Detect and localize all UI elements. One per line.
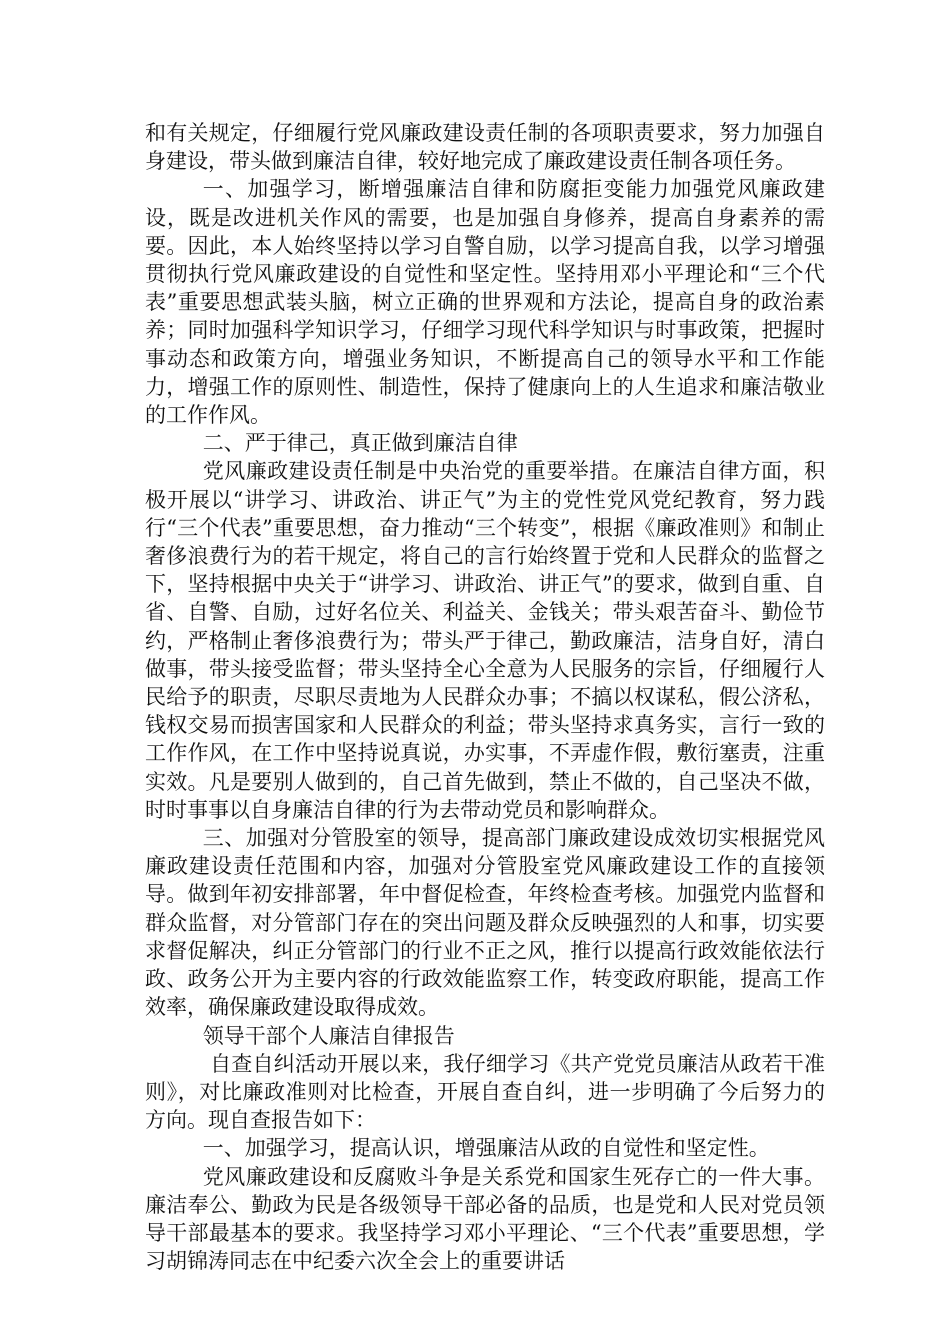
paragraph-section-1-study: 一、加强学习，断增强廉洁自律和防腐拒变能力加强党风廉政建设，既是改进机关作风的需要，也是加强自身修养，提高自身素养的需要。因此，本人始终坚持以学习自警自励，以学习提高自我，以学习增强贯彻执行党风廉政建设的自觉性和坚定性。坚持用邓小平理论和“三个代表”重要思想武装头脑，树立正确的世界观和方法论，提高自身的政治素养；同时加强科学知识学习，仔细学习现代科学知识与时事政策，把握时事动态和政策方向，增强业务知识，不断提高自己的领导水平和工作能力，增强工作的原则性、制造性，保持了健康向上的人生追求和廉洁敬业的工作作风。 <box>145 177 825 428</box>
document-page <box>145 119 825 1275</box>
paragraph-section-3-leadership: 三、加强对分管股室的领导，提高部门廉政建设成效切实根据党风廉政建设责任范围和内容，加强对分管股室党风廉政建设工作的直接领导。做到年初安排部署，年中督促检查，年终检查考核。加强党内监督和群众监督，对分管部门存在的突出问题及群众反映强烈的人和事，切实要求督促解决，纠正分管部门的行业不正之风，推行以提高行政效能依法行政、政务公开为主要内容的行政效能监察工作，转变政府职能，提高工作效率，确保廉政建设取得成效。 <box>145 826 825 1020</box>
paragraph-report-section-1-heading: 一、加强学习，提高认识，增强廉洁从政的自觉性和坚定性。 <box>202 1136 770 1161</box>
paragraph-report-section-1-body: 党风廉政建设和反腐败斗争是关系党和国家生死存亡的一件大事。廉洁奉公、勤政为民是各级领导干部必备的品质，也是党和人民对党员领导干部最基本的要求。我坚持学习邓小平理论、“三个代表”重要思想，学习胡锦涛同志在中纪委六次全会上的重要讲话 <box>145 1164 825 1274</box>
paragraph-intro: 和有关规定，仔细履行党风廉政建设责任制的各项职责要求，努力加强自身建设，带头做到廉洁自律，较好地完成了廉政建设责任制各项任务。 <box>145 121 825 174</box>
report-title: 领导干部个人廉洁自律报告 <box>202 1023 455 1048</box>
paragraph-section-2-heading: 二、严于律己，真正做到廉洁自律 <box>202 431 518 456</box>
paragraph-report-intro: 自查自纠活动开展以来，我仔细学习《共产党党员廉洁从政若干准则》，对比廉政准则对比检查，开展自查自纠，进一步明确了今后努力的方向。现自查报告如下： <box>145 1051 825 1133</box>
paragraph-section-2-body: 党风廉政建设责任制是中央治党的重要举措。在廉洁自律方面，积极开展以“讲学习、讲政治、讲正气”为主的党性党风党纪教育，努力践行“三个代表”重要思想，奋力推动“三个转变”，根据《廉政准则》和制止奢侈浪费行为的若干规定，将自己的言行始终置于党和人民群众的监督之下，坚持根据中央关于“讲学习、讲政治、讲正气”的要求，做到自重、自省、自警、自励，过好名位关、利益关、金钱关；带头艰苦奋斗、勤俭节约，严格制止奢侈浪费行为；带头严于律己，勤政廉洁，洁身自好，清白做事，带头接受监督；带头坚持全心全意为人民服务的宗旨，仔细履行人民给予的职责，尽职尽责地为人民群众办事；不搞以权谋私，假公济私，钱权交易而损害国家和人民群众的利益；带头坚持求真务实，言行一致的工作作风，在工作中坚持说真说，办实事，不弄虚作假，敷衍塞责，注重实效。凡是要别人做到的，自己首先做到，禁止不做的，自己坚决不做，时时事事以自身廉洁自律的行为去带动党员和影响群众。 <box>145 459 825 822</box>
